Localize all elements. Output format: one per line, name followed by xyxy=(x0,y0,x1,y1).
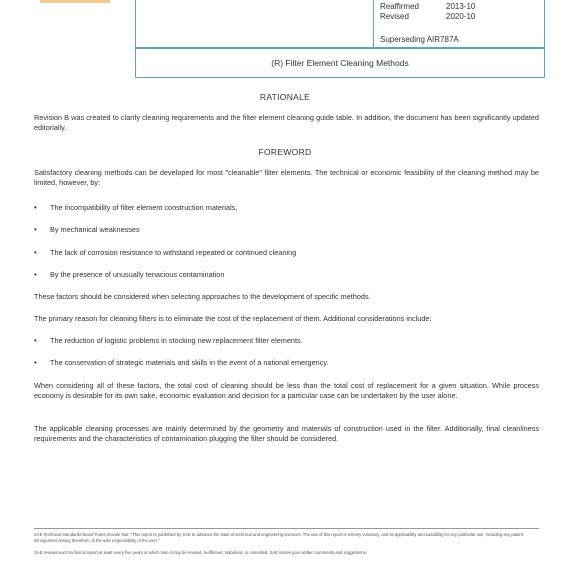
footer-divider xyxy=(34,528,539,529)
primary-reason-paragraph: The primary reason for cleaning filters is to eliminate the cost of the replacement of them. Additional considerations include: xyxy=(34,314,432,323)
header-divider xyxy=(373,0,374,48)
list-item xyxy=(34,203,539,213)
revised-value: 2020-10 xyxy=(446,12,476,21)
document-title-box xyxy=(135,48,545,78)
reaffirmed-row xyxy=(380,2,475,12)
rationale-heading: RATIONALE xyxy=(259,92,311,102)
rationale-text: Revision B was created to clarify cleaning requirements and the filter element cleaning guide table. In addition, the document has been significantly updated editorially. xyxy=(34,113,539,132)
bullet-icon: • xyxy=(34,336,37,345)
footnote-rules: SAE Technical Standards Board Rules provide that: "This report is published by SAE to advance the state of technical and engineering sciences. The use of this report is entirely voluntary, and its applicability and suitability for any particular use, including any patent infringement arising therefrom, is the sole responsibility of the user." xyxy=(34,532,523,543)
bullet-icon: • xyxy=(34,358,37,367)
factors-paragraph: These factors should be considered when selecting approaches to the development of specific methods. xyxy=(34,292,371,301)
bullet-icon: • xyxy=(34,203,37,212)
list-item xyxy=(34,270,539,280)
list-item-text: By the presence of unusually tenacious contamination xyxy=(50,270,225,279)
revised-label: Revised xyxy=(380,12,409,21)
list-item-text: The lack of corrosion resistance to withstand repeated or continued cleaning xyxy=(50,248,297,257)
list-item xyxy=(34,248,539,258)
list-item xyxy=(34,225,539,235)
logo-fragment xyxy=(40,0,110,3)
list-item xyxy=(34,336,539,346)
revised-row xyxy=(380,12,475,22)
superseding-text: Superseding AIR787A xyxy=(380,35,459,44)
footnote-review: SAE reviews each technical report at least every five years at which time it may be revised, reaffirmed, stabilized, or cancelled. SAE invites your written comments and suggestions. xyxy=(34,550,367,555)
foreword-intro: Satisfactory cleaning methods can be developed for most "cleanable" filter elements. The technical or economic feasibility of the cleaning method may be limited, however, by: xyxy=(34,168,539,187)
list-item xyxy=(34,358,539,368)
list-item-text: The incompatibility of filter element construction materials, xyxy=(50,203,238,212)
processes-paragraph: The applicable cleaning processes are mainly determined by the geometry and materials of construction used in the filter. Additionally, final cleanliness requirements and the characteristics of contamination plugging the filter should be considered. xyxy=(34,424,539,443)
foreword-heading: FOREWORD xyxy=(258,147,312,157)
reaffirmed-label: Reaffirmed xyxy=(380,2,419,11)
list-item-text: The reduction of logistic problems in stocking new replacement filter elements. xyxy=(50,336,303,345)
cost-paragraph: When considering all of these factors, the total cost of cleaning should be less than the total cost of replacement for a given situation. While process economy is desirable for its own sake, economic evaluation and decision for a particular case can be undertaken by the user alone. xyxy=(34,381,539,400)
bullet-icon: • xyxy=(34,270,37,279)
document-title: (R) Filter Element Cleaning Methods xyxy=(271,58,409,68)
bullet-icon: • xyxy=(34,225,37,234)
list-item-text: The conservation of strategic materials and skills in the event of a national emergency. xyxy=(50,358,329,367)
list-item-text: By mechanical weaknesses xyxy=(50,225,140,234)
header-box xyxy=(135,0,545,48)
bullet-icon: • xyxy=(34,248,37,257)
header-meta xyxy=(380,2,475,22)
reaffirmed-value: 2013-10 xyxy=(446,2,476,11)
